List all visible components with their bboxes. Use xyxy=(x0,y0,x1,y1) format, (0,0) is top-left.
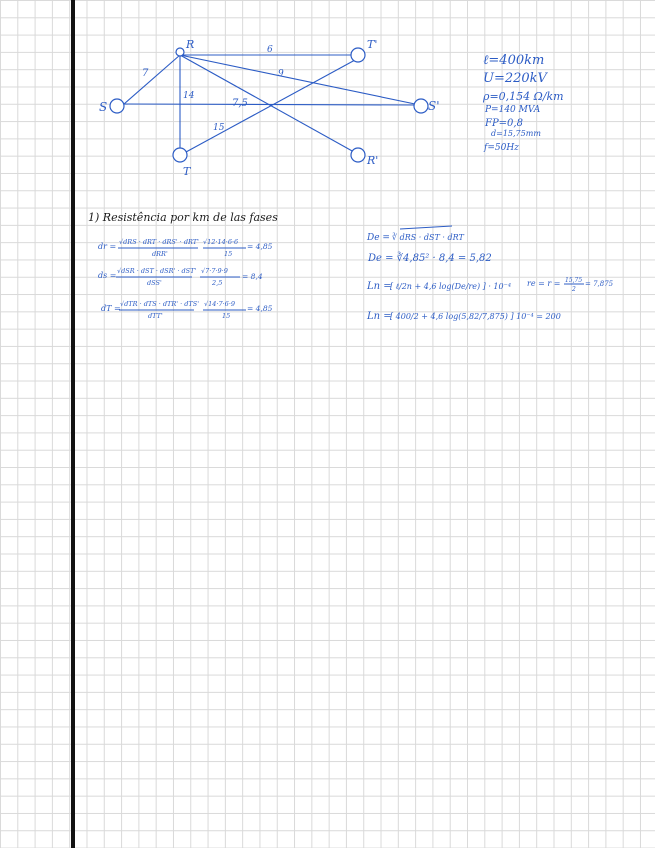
de-value: De = ∛4,85² · 8,4 = 5,82 xyxy=(368,253,492,264)
ds-substituted: √7·7·9·9 xyxy=(201,267,228,275)
dt-denominator: dTT' xyxy=(148,312,163,320)
label-rprime: R' xyxy=(367,154,379,167)
dr-numerator: √dRS · dRT · dRS' · dRT' xyxy=(119,238,199,246)
formula-dt xyxy=(101,300,273,320)
ds-numerator: √dSR · dST · dSR' · dST' xyxy=(117,267,197,275)
formula-de xyxy=(366,226,492,264)
l-lhs: Ln = xyxy=(367,281,392,292)
parameter-list xyxy=(482,53,564,153)
node-rprime xyxy=(351,148,365,162)
ds-denominator: dSS' xyxy=(147,279,162,287)
de-radical: ∛ dRS · dST · dRT xyxy=(392,233,464,242)
re-equation: re = r = xyxy=(527,279,561,288)
node-tprime xyxy=(351,48,365,62)
param-length: ℓ=400km xyxy=(483,53,545,68)
de-radical-bar xyxy=(400,226,452,229)
edge-label-r-t: 14 xyxy=(183,91,195,101)
edge-r-sprime xyxy=(180,55,415,104)
label-r: R xyxy=(186,38,195,51)
section-heading: 1) Resistência por km de las fases xyxy=(88,211,278,224)
dr-sub-den: 15 xyxy=(224,250,233,258)
edge-s-sprime xyxy=(124,104,414,105)
edge-s-r xyxy=(124,55,180,104)
label-sprime: S' xyxy=(428,99,440,113)
l-expression: [ ℓ/2n + 4,6 log(De/re) ] · 10⁻⁴ xyxy=(390,282,512,291)
re-frac-num: 15,75 xyxy=(565,277,583,284)
dr-lhs: dr = xyxy=(98,242,117,251)
param-power: P=140 MVA xyxy=(485,105,541,115)
formula-inductance xyxy=(366,277,614,322)
node-s xyxy=(110,99,124,113)
ds-result: = 8,4 xyxy=(242,272,263,281)
edge-label-s-r: 7 xyxy=(142,68,149,79)
node-r xyxy=(176,48,184,56)
label-tprime: T' xyxy=(367,38,378,51)
param-power-factor: FP=0,8 xyxy=(485,118,523,129)
de-lhs: De = xyxy=(367,233,390,243)
edge-label-r-rprime: 9 xyxy=(278,69,284,79)
dt-lhs: dT = xyxy=(101,304,121,313)
dr-substituted: √12·14·6·6 xyxy=(203,238,239,246)
formula-ds xyxy=(98,267,263,287)
label-s: S xyxy=(99,100,108,114)
formula-dr xyxy=(98,238,273,258)
re-frac-den: 2 xyxy=(572,286,576,293)
node-sprime xyxy=(414,99,428,113)
edge-label-r-tprime: 6 xyxy=(267,45,273,55)
ds-lhs: ds = xyxy=(98,271,117,280)
l2-lhs: Ln = xyxy=(367,311,392,322)
ds-sub-den: 2,5 xyxy=(212,279,223,287)
re-result: = 7,875 xyxy=(585,280,614,288)
l2-expression: [ 400/2 + 4,6 log(5,82/7,875) ] 10⁻⁴ = 200 xyxy=(390,312,561,321)
node-t xyxy=(173,148,187,162)
dt-substituted: √14·7·6·9 xyxy=(204,300,236,308)
param-voltage: U=220kV xyxy=(483,71,547,86)
label-t: T xyxy=(183,165,191,178)
dt-result: = 4,85 xyxy=(247,304,273,313)
param-resistivity: ρ=0,154 Ω/km xyxy=(483,90,564,103)
dt-numerator: √dTR · dTS · dTR' · dTS' xyxy=(120,300,199,308)
dt-sub-den: 15 xyxy=(222,312,231,320)
edge-label-crossing: 7,5 xyxy=(232,98,248,109)
edge-r-rprime xyxy=(180,55,354,152)
edge-label-t-tprime: 15 xyxy=(213,123,225,133)
dr-denominator: dRR' xyxy=(152,250,168,258)
param-diameter: d=15,75mm xyxy=(491,129,541,138)
param-frequency: f=50Hz xyxy=(484,143,519,153)
dr-result: = 4,85 xyxy=(247,242,273,251)
conductor-diagram xyxy=(99,38,440,178)
